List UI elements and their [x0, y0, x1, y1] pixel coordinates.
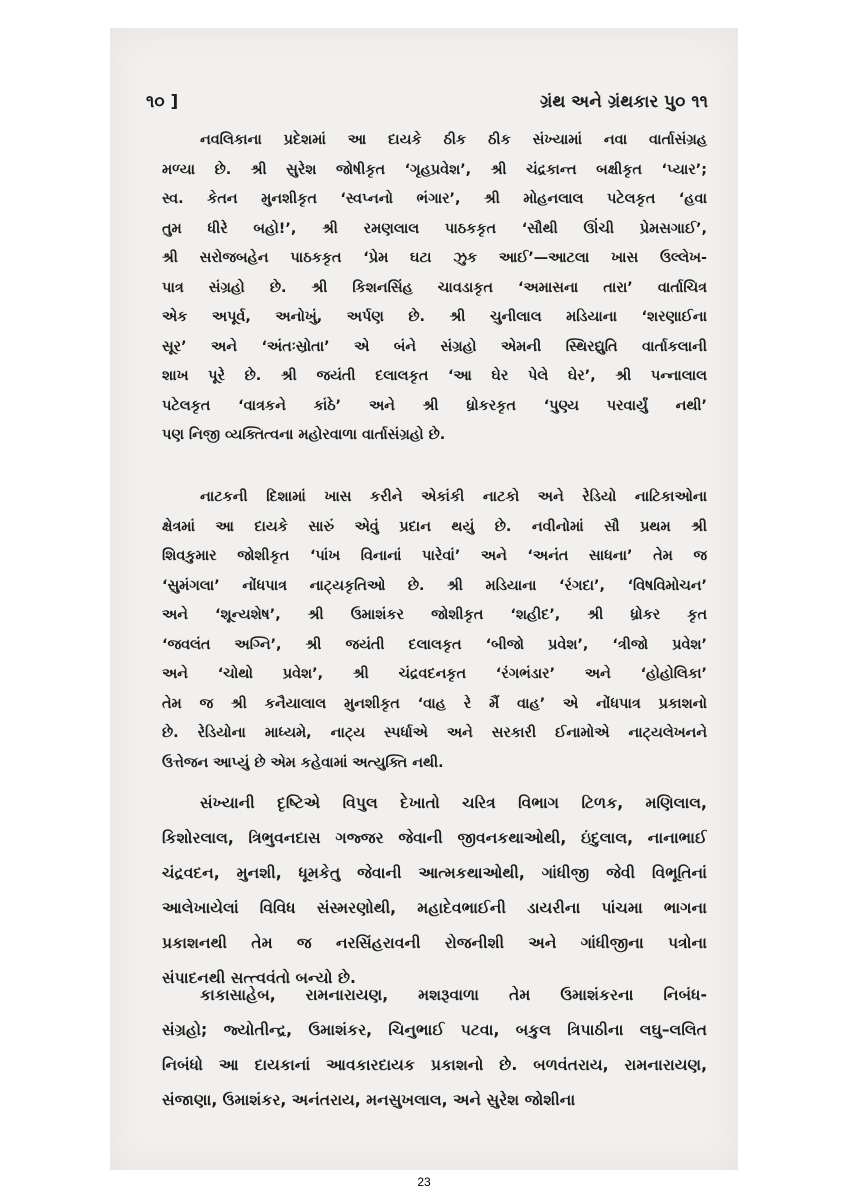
text-line: નિબંધો આ દાયકાનાં આવકારદાયક પ્રકાશનો છે. બળવંતરાય, રામનારાયણ, — [162, 1056, 707, 1074]
text-line: અને ‘શૂન્યશેષ’, શ્રી ઉમાશંકર જોશીકૃત ‘શહીદ’, શ્રી ધ્રોકર કૃત — [162, 607, 707, 623]
text-line: કિશોરલાલ, ત્રિભુવનદાસ ગજ્જર જેવાની જીવનકથાઓથી, ઇંદુલાલ, નાનાભાઈ — [162, 829, 707, 847]
text-line: ચંદ્રવદન, મુનશી, ધૂમકેતુ જેવાની આત્મકથાઓથી, ગાંધીજી જેવી વિભૂતિનાં — [162, 864, 707, 882]
text-line: આલેખાયેલાં વિવિધ સંસ્મરણોથી, મહાદેવભાઈની ડાયરીના પાંચમા ભાગના — [162, 899, 707, 917]
paragraph-short-stories — [162, 126, 707, 451]
running-title: ગ્રંથ અને ગ્રંથકાર પુ૦ ૧૧ — [539, 92, 708, 112]
text-line: નાટકની દિશામાં ખાસ કરીને એકાંકી નાટકો અને રેડિયો નાટિકાઓના — [200, 489, 707, 505]
text-line: પાત્ર સંગ્રહો છે. શ્રી કિશનસિંહ ચાવડાકૃત ‘અમાસના તારા’ વાર્તાચિત્ર — [162, 279, 707, 296]
text-line: પટેલકૃત ‘વાત્રકને કાંઠે’ અને શ્રી ધ્રોકરકૃત ‘પુણ્ય પરવાર્યું નથી’ — [162, 397, 707, 414]
text-line: ઉત્તેજન આપ્યું છે એમ કહેવામાં અત્યુક્તિ નથી. — [162, 754, 444, 771]
text-line: સંખ્યાની દૃષ્ટિએ વિપુલ દેખાતો ચરિત્ર વિભાગ ટિળક, મણિલાલ, — [200, 794, 707, 812]
text-line: પણ નિજી વ્યક્તિત્વના મહોરવાળા વાર્તાસંગ્રહો છે. — [162, 427, 446, 443]
scanned-book-page — [110, 28, 738, 1170]
running-header — [146, 92, 708, 122]
text-line: સૂર’ અને ‘અંતઃસ્રોતા’ એ બંને સંગ્રહો એમની સ્થિરદ્યુતિ વાર્તાકલાની — [162, 338, 707, 355]
text-line: સ્વ. કેતન મુનશીકૃત ‘સ્વપ્નનો ભંગાર’, શ્રી મોહનલાલ પટેલકૃત ‘હવા — [162, 191, 707, 207]
text-line: અને ‘ચોથો પ્રવેશ’, શ્રી ચંદ્રવદનકૃત ‘રંગભંડાર’ અને ‘હોહોલિકા’ — [162, 666, 707, 682]
text-line: પ્રકાશનથી તેમ જ નરસિંહરાવની રોજનીશી અને ગાંધીજીના પત્રોના — [162, 934, 707, 952]
text-line: કાકાસાહેબ, રામનારાયણ, મશરૂવાળા તેમ ઉમાશંકરના નિબંધ- — [200, 986, 707, 1004]
text-line: છે. રેડિયોના માધ્યમે, નાટ્ય સ્પર્ધાએ અને સરકારી ઈનામોએ નાટ્યલેખનને — [162, 725, 707, 741]
text-line: તુમ ધીરે બહો!’, શ્રી રમણલાલ પાઠકકૃત ‘સૌથી ઊંચી પ્રેમસગાઈ’, — [162, 220, 707, 237]
text-line: સંજાણા, ઉમાશંકર, અનંતરાય, મનસુખલાલ, અને સુરેશ જોશીના — [162, 1091, 576, 1109]
text-line: સંગ્રહો; જ્યોતીન્દ્ર, ઉમાશંકર, ચિનુભાઈ પટવા, બકુલ ત્રિપાઠીના લઘુ–લલિત — [162, 1021, 707, 1039]
paragraph-essays — [162, 978, 707, 1118]
text-line: શિવકુમાર જોશીકૃત ‘પાંખ વિનાનાં પારેવાં’ અને ‘અનંત સાધના’ તેમ જ — [162, 548, 707, 564]
text-line: એક અપૂર્વ, અનોખું, અર્પણ છે. શ્રી ચુનીલાલ મડિયાના ‘શરણાઈના — [162, 309, 707, 325]
paragraph-drama — [162, 483, 707, 778]
text-line: ‘જવલંત અગ્નિ’, શ્રી જયંતી દલાલકૃત ‘બીજો પ્રવેશ’, ‘ત્રીજો પ્રવેશ’ — [162, 636, 707, 653]
paragraph-biography — [162, 786, 707, 996]
pdf-page-number: 23 — [417, 1175, 431, 1189]
text-line: શ્રી સરોજબહેન પાઠકકૃત ‘પ્રેમ ઘટા ઝુક આઈ’—આટલા ખાસ ઉલ્લેખ- — [162, 250, 707, 266]
text-line: શાખ પૂરે છે. શ્રી જયંતી દલાલકૃત ‘આ ઘેર પેલે ઘેર’, શ્રી પન્નાલાલ — [162, 368, 707, 384]
text-line: મળ્યા છે. શ્રી સુરેશ જોષીકૃત ‘ગૃહપ્રવેશ’, શ્રી ચંદ્રકાન્ત બક્ષીકૃત ‘પ્યાર’; — [162, 161, 707, 178]
text-line: તેમ જ શ્રી કનૈયાલાલ મુનશીકૃત ‘વાહ રે મૈં વાહ’ એ નોંધપાત્ર પ્રકાશનો — [162, 695, 707, 712]
text-line: નવલિકાના પ્રદેશમાં આ દાયકે ઠીક ઠીક સંખ્યામાં નવા વાર્તાસંગ્રહ — [200, 132, 707, 148]
text-line: ‘સુમંગલા’ નોંધપાત્ર નાટ્યકૃતિઓ છે. શ્રી મડિયાના ‘રંગદા’, ‘વિષવિમોચન’ — [162, 577, 707, 594]
book-page-marker: ૧૦ ] — [146, 92, 179, 112]
text-line: ક્ષેત્રમાં આ દાયકે સારું એવું પ્રદાન થયું છે. નવીનોમાં સૌ પ્રથમ શ્રી — [162, 518, 707, 535]
text-line: સંપાદનથી સત્ત્વવંતો બન્યો છે. — [162, 969, 356, 987]
